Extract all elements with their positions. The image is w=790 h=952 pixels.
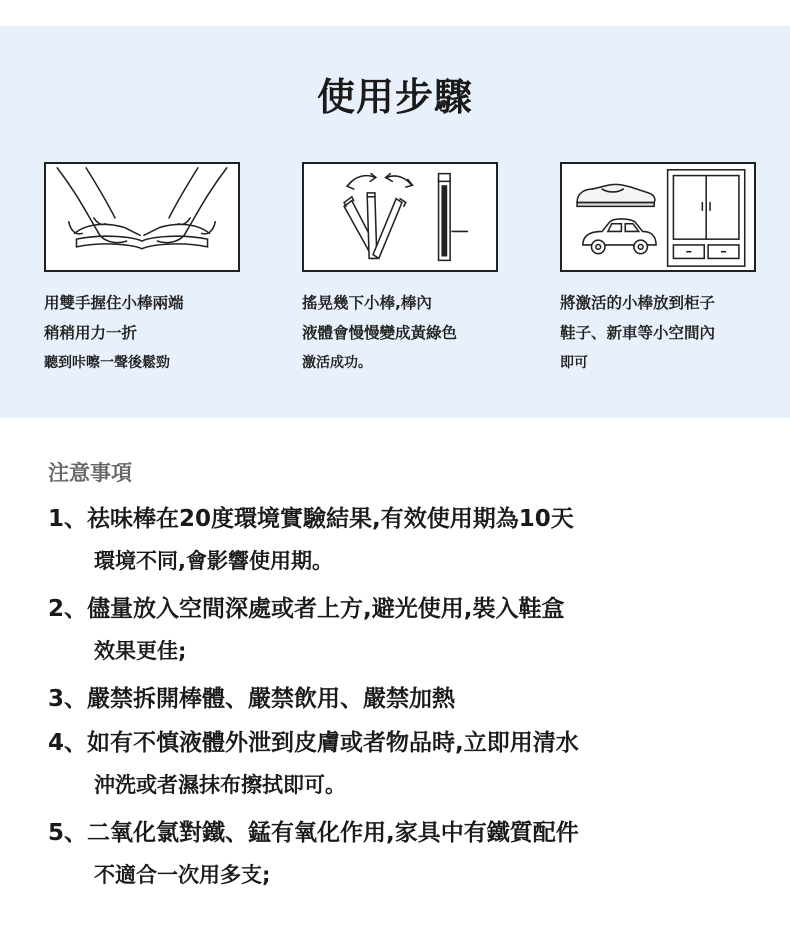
note-3-line-1: 3、嚴禁拆開棒體、嚴禁飲用、嚴禁加熱 — [48, 686, 456, 712]
note-5-line-1: 5、二氧化氯對鐵、錳有氧化作用,家具中有鐵質配件 — [48, 820, 579, 846]
step-3-line-2: 鞋子、新車等小空間內 — [560, 324, 716, 342]
step-2-text — [302, 288, 552, 378]
notes-heading: 注意事項 — [48, 461, 132, 485]
step-1-line-1: 用雙手握住小棒兩端 — [44, 294, 184, 312]
shaking-stick-icon — [302, 162, 498, 272]
step-3-line-1: 將激活的小棒放到柜子 — [560, 294, 716, 312]
step-3-line-3: 即可 — [560, 355, 588, 371]
note-2-line-1: 2、儘量放入空間深處或者上方,避光使用,裝入鞋盒 — [48, 596, 565, 622]
step-2-line-1: 搖晃幾下小棒,棒內 — [302, 294, 432, 312]
step-2-line-2: 液體會慢慢變成黃綠色 — [302, 324, 458, 342]
note-item-4 — [48, 722, 768, 806]
step-1-text — [44, 288, 294, 378]
note-item-1 — [48, 498, 768, 582]
note-4-line-1: 4、如有不慎液體外泄到皮膚或者物品時,立即用清水 — [48, 730, 579, 756]
step-2-line-3: 激活成功。 — [302, 355, 372, 371]
note-1-line-2: 環境不同,會影響使用期。 — [94, 549, 333, 573]
note-item-3 — [48, 678, 768, 720]
note-1-line-1: 1、祛味棒在20度環境實驗結果,有效使用期為10天 — [48, 506, 574, 532]
step-1-line-3: 聽到咔嚓一聲後鬆勁 — [44, 355, 170, 371]
shoe-car-cabinet-icon — [560, 162, 756, 272]
note-2-line-2: 效果更佳; — [94, 639, 187, 663]
hands-bending-stick-icon — [44, 162, 240, 272]
note-5-line-2: 不適合一次用多支; — [94, 863, 271, 887]
page-title: 使用步驟 — [316, 75, 473, 119]
step-3-text — [560, 288, 790, 378]
note-item-5 — [48, 812, 768, 896]
step-1-line-2: 稍稍用力一折 — [44, 324, 138, 342]
note-4-line-2: 沖洗或者濕抹布擦拭即可。 — [94, 773, 346, 797]
note-item-2 — [48, 588, 768, 672]
